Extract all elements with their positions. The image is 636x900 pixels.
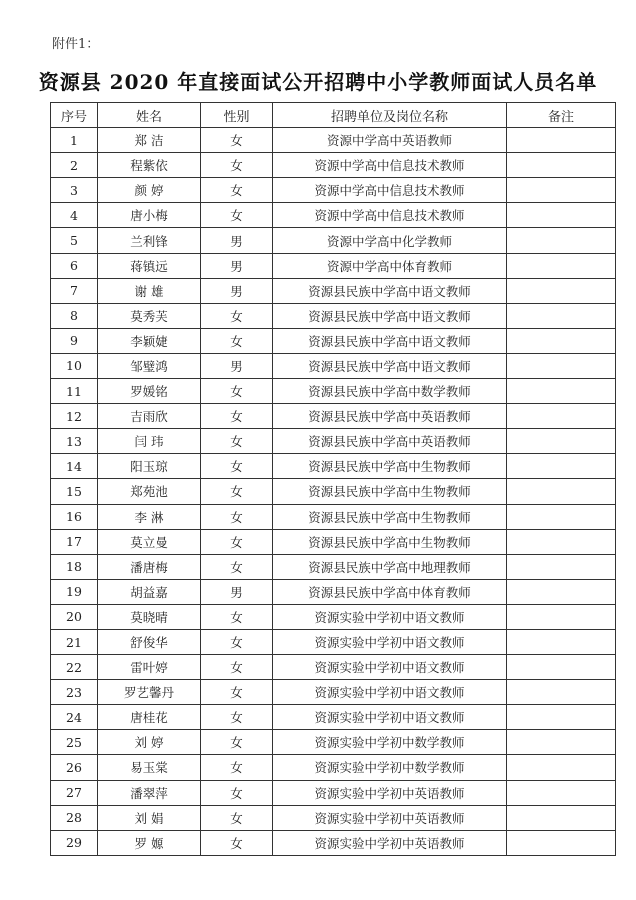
table-row — [51, 153, 616, 178]
cell-gender: 女 — [201, 755, 273, 780]
cell-name: 易玉棠 — [98, 755, 201, 780]
cell-position: 资源实验中学初中语文教师 — [273, 655, 507, 680]
cell-index: 18 — [51, 554, 98, 579]
table-row — [51, 479, 616, 504]
cell-gender: 男 — [201, 228, 273, 253]
cell-remarks — [507, 554, 616, 579]
cell-gender: 女 — [201, 504, 273, 529]
cell-remarks — [507, 278, 616, 303]
cell-gender: 男 — [201, 579, 273, 604]
table-row — [51, 454, 616, 479]
cell-index: 29 — [51, 830, 98, 855]
cell-gender: 女 — [201, 655, 273, 680]
cell-gender: 女 — [201, 830, 273, 855]
table-row — [51, 328, 616, 353]
cell-index: 4 — [51, 203, 98, 228]
cell-gender: 女 — [201, 705, 273, 730]
table-row — [51, 755, 616, 780]
cell-position: 资源实验中学初中数学教师 — [273, 730, 507, 755]
cell-index: 6 — [51, 253, 98, 278]
table-row — [51, 830, 616, 855]
cell-position: 资源县民族中学高中语文教师 — [273, 278, 507, 303]
cell-position: 资源实验中学初中英语教师 — [273, 780, 507, 805]
cell-position: 资源县民族中学高中生物教师 — [273, 454, 507, 479]
cell-remarks — [507, 805, 616, 830]
cell-gender: 女 — [201, 178, 273, 203]
cell-remarks — [507, 353, 616, 378]
cell-position: 资源县民族中学高中体育教师 — [273, 579, 507, 604]
cell-remarks — [507, 303, 616, 328]
cell-position: 资源县民族中学高中英语教师 — [273, 404, 507, 429]
table-row — [51, 429, 616, 454]
cell-index: 19 — [51, 579, 98, 604]
candidate-table — [50, 102, 616, 856]
table-row — [51, 554, 616, 579]
cell-name: 罗 嫄 — [98, 830, 201, 855]
cell-gender: 女 — [201, 379, 273, 404]
cell-name: 唐小梅 — [98, 203, 201, 228]
cell-index: 20 — [51, 604, 98, 629]
table-row — [51, 805, 616, 830]
cell-name: 舒俊华 — [98, 629, 201, 654]
cell-index: 22 — [51, 655, 98, 680]
table-row — [51, 504, 616, 529]
cell-index: 13 — [51, 429, 98, 454]
cell-index: 27 — [51, 780, 98, 805]
document-title: 资源县 2020 年直接面试公开招聘中小学教师面试人员名单 — [38, 70, 598, 94]
header-index: 序号 — [51, 103, 98, 128]
cell-position: 资源实验中学初中语文教师 — [273, 629, 507, 654]
cell-gender: 女 — [201, 730, 273, 755]
cell-name: 刘 婷 — [98, 730, 201, 755]
cell-name: 莫立曼 — [98, 529, 201, 554]
cell-gender: 女 — [201, 328, 273, 353]
cell-position: 资源县民族中学高中语文教师 — [273, 328, 507, 353]
table-row — [51, 203, 616, 228]
cell-remarks — [507, 479, 616, 504]
cell-name: 郑苑池 — [98, 479, 201, 504]
cell-name: 莫晓晴 — [98, 604, 201, 629]
cell-index: 24 — [51, 705, 98, 730]
cell-gender: 女 — [201, 454, 273, 479]
cell-gender: 女 — [201, 629, 273, 654]
cell-position: 资源实验中学初中英语教师 — [273, 830, 507, 855]
cell-remarks — [507, 780, 616, 805]
cell-index: 28 — [51, 805, 98, 830]
cell-name: 李 淋 — [98, 504, 201, 529]
cell-name: 潘唐梅 — [98, 554, 201, 579]
table-row — [51, 353, 616, 378]
cell-index: 3 — [51, 178, 98, 203]
cell-remarks — [507, 604, 616, 629]
cell-index: 21 — [51, 629, 98, 654]
cell-remarks — [507, 504, 616, 529]
table-row — [51, 128, 616, 153]
table-row — [51, 705, 616, 730]
cell-gender: 女 — [201, 303, 273, 328]
header-name: 姓名 — [98, 103, 201, 128]
cell-remarks — [507, 680, 616, 705]
header-remarks: 备注 — [507, 103, 616, 128]
cell-position: 资源县民族中学高中语文教师 — [273, 353, 507, 378]
cell-name: 谢 雄 — [98, 278, 201, 303]
cell-remarks — [507, 629, 616, 654]
cell-gender: 女 — [201, 429, 273, 454]
cell-index: 2 — [51, 153, 98, 178]
cell-position: 资源县民族中学高中语文教师 — [273, 303, 507, 328]
table-row — [51, 604, 616, 629]
cell-name: 闫 玮 — [98, 429, 201, 454]
cell-position: 资源县民族中学高中英语教师 — [273, 429, 507, 454]
cell-gender: 女 — [201, 780, 273, 805]
cell-name: 唐桂花 — [98, 705, 201, 730]
cell-index: 12 — [51, 404, 98, 429]
header-position: 招聘单位及岗位名称 — [273, 103, 507, 128]
cell-gender: 女 — [201, 153, 273, 178]
table-row — [51, 228, 616, 253]
cell-gender: 女 — [201, 805, 273, 830]
cell-gender: 男 — [201, 278, 273, 303]
cell-name: 邹璧鸿 — [98, 353, 201, 378]
cell-index: 5 — [51, 228, 98, 253]
cell-name: 罗艺馨丹 — [98, 680, 201, 705]
table-row — [51, 529, 616, 554]
cell-remarks — [507, 529, 616, 554]
cell-index: 23 — [51, 680, 98, 705]
cell-gender: 男 — [201, 253, 273, 278]
cell-gender: 男 — [201, 353, 273, 378]
cell-name: 潘翠萍 — [98, 780, 201, 805]
cell-name: 胡益嘉 — [98, 579, 201, 604]
table-row — [51, 178, 616, 203]
cell-gender: 女 — [201, 203, 273, 228]
table-header-row — [51, 103, 616, 128]
cell-index: 25 — [51, 730, 98, 755]
table-row — [51, 379, 616, 404]
table-row — [51, 278, 616, 303]
cell-name: 阳玉琼 — [98, 454, 201, 479]
table-row — [51, 629, 616, 654]
cell-name: 蒋镇远 — [98, 253, 201, 278]
cell-position: 资源中学高中信息技术教师 — [273, 203, 507, 228]
cell-position: 资源实验中学初中数学教师 — [273, 755, 507, 780]
cell-name: 莫秀芙 — [98, 303, 201, 328]
cell-position: 资源中学高中体育教师 — [273, 253, 507, 278]
cell-index: 26 — [51, 755, 98, 780]
cell-index: 17 — [51, 529, 98, 554]
cell-gender: 女 — [201, 529, 273, 554]
cell-remarks — [507, 755, 616, 780]
cell-remarks — [507, 228, 616, 253]
table-row — [51, 655, 616, 680]
cell-name: 李颖婕 — [98, 328, 201, 353]
cell-remarks — [507, 153, 616, 178]
cell-gender: 女 — [201, 554, 273, 579]
cell-index: 10 — [51, 353, 98, 378]
cell-remarks — [507, 705, 616, 730]
cell-gender: 女 — [201, 404, 273, 429]
cell-remarks — [507, 404, 616, 429]
cell-name: 郑 洁 — [98, 128, 201, 153]
cell-gender: 女 — [201, 680, 273, 705]
cell-position: 资源中学高中信息技术教师 — [273, 153, 507, 178]
cell-remarks — [507, 178, 616, 203]
cell-position: 资源中学高中英语教师 — [273, 128, 507, 153]
cell-remarks — [507, 579, 616, 604]
header-gender: 性别 — [201, 103, 273, 128]
cell-position: 资源实验中学初中英语教师 — [273, 805, 507, 830]
cell-position: 资源县民族中学高中生物教师 — [273, 504, 507, 529]
cell-name: 吉雨欣 — [98, 404, 201, 429]
cell-index: 9 — [51, 328, 98, 353]
cell-gender: 女 — [201, 604, 273, 629]
cell-index: 8 — [51, 303, 98, 328]
cell-name: 兰利锋 — [98, 228, 201, 253]
cell-remarks — [507, 454, 616, 479]
cell-position: 资源县民族中学高中生物教师 — [273, 529, 507, 554]
cell-index: 1 — [51, 128, 98, 153]
cell-position: 资源实验中学初中语文教师 — [273, 680, 507, 705]
table-row — [51, 680, 616, 705]
table-row — [51, 303, 616, 328]
table-row — [51, 780, 616, 805]
cell-index: 11 — [51, 379, 98, 404]
cell-remarks — [507, 730, 616, 755]
cell-gender: 女 — [201, 479, 273, 504]
cell-index: 14 — [51, 454, 98, 479]
cell-name: 雷叶婷 — [98, 655, 201, 680]
table-body — [51, 128, 616, 856]
cell-name: 程紫依 — [98, 153, 201, 178]
cell-index: 16 — [51, 504, 98, 529]
cell-remarks — [507, 429, 616, 454]
table-row — [51, 730, 616, 755]
cell-remarks — [507, 203, 616, 228]
cell-index: 7 — [51, 278, 98, 303]
cell-name: 刘 娟 — [98, 805, 201, 830]
cell-name: 罗媛铭 — [98, 379, 201, 404]
cell-remarks — [507, 128, 616, 153]
cell-position: 资源中学高中信息技术教师 — [273, 178, 507, 203]
cell-gender: 女 — [201, 128, 273, 153]
table-row — [51, 579, 616, 604]
cell-remarks — [507, 830, 616, 855]
cell-position: 资源县民族中学高中生物教师 — [273, 479, 507, 504]
cell-name: 颜 婷 — [98, 178, 201, 203]
table-row — [51, 253, 616, 278]
table-row — [51, 404, 616, 429]
attachment-label: 附件1： — [52, 37, 100, 52]
cell-remarks — [507, 328, 616, 353]
cell-position: 资源实验中学初中语文教师 — [273, 604, 507, 629]
cell-remarks — [507, 379, 616, 404]
cell-position: 资源县民族中学高中数学教师 — [273, 379, 507, 404]
cell-index: 15 — [51, 479, 98, 504]
cell-position: 资源实验中学初中语文教师 — [273, 705, 507, 730]
cell-position: 资源中学高中化学教师 — [273, 228, 507, 253]
cell-remarks — [507, 253, 616, 278]
cell-remarks — [507, 655, 616, 680]
cell-position: 资源县民族中学高中地理教师 — [273, 554, 507, 579]
